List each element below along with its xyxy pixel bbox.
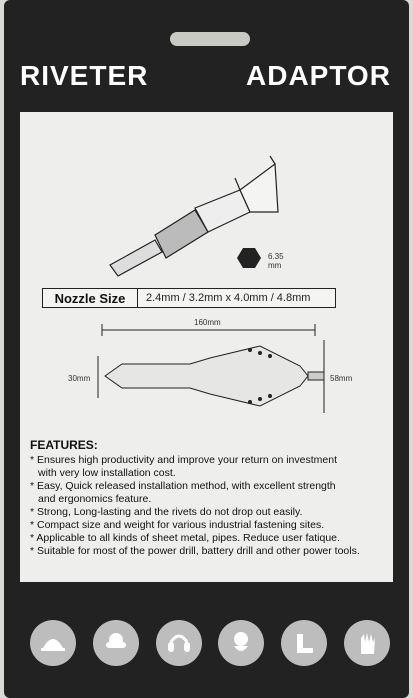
feature-item: * Applicable to all kinds of sheet metal, pipes. Reduce user fatique. [30, 532, 340, 544]
length-dimension: 160mm [194, 318, 221, 327]
hang-hole [170, 32, 250, 46]
hard-hat-icon [30, 620, 76, 666]
feature-item: * Ensures high productivity and improve your return on investment [30, 454, 337, 466]
nozzle-size-table [42, 288, 336, 308]
height-dimension: 58mm [330, 374, 353, 383]
title-right: ADAPTOR [246, 60, 391, 91]
dust-mask-icon [218, 620, 264, 666]
features-heading: FEATURES: [30, 438, 98, 452]
ear-muffs-icon [156, 620, 202, 666]
safety-icons-row [30, 620, 390, 676]
nozzle-size-label: Nozzle Size [43, 289, 138, 307]
feature-item: * Easy, Quick released installation method, with excellent strength [30, 480, 336, 492]
diameter-dimension: 30mm [68, 374, 91, 383]
safety-goggles-icon [93, 620, 139, 666]
hex-dimension: 6.35 mm [268, 252, 284, 270]
feature-item: with very low installation cost. [38, 467, 176, 479]
feature-item: and ergonomics feature. [38, 493, 152, 505]
dimension-drawing [60, 318, 360, 428]
feature-item: * Strong, Long-lasting and the rivets do not drop out easily. [30, 506, 303, 518]
features-section [30, 438, 390, 558]
safety-boots-icon [281, 620, 327, 666]
nozzle-size-value: 2.4mm / 3.2mm x 4.0mm / 4.8mm [146, 292, 311, 304]
feature-item: * Compact size and weight for various industrial fastening sites. [30, 519, 325, 531]
features-list [30, 454, 390, 558]
title-left: RIVETER [20, 60, 149, 91]
gloves-icon [344, 620, 390, 666]
hex-icon [236, 246, 262, 270]
feature-item: * Suitable for most of the power drill, battery drill and other power tools. [30, 545, 360, 557]
